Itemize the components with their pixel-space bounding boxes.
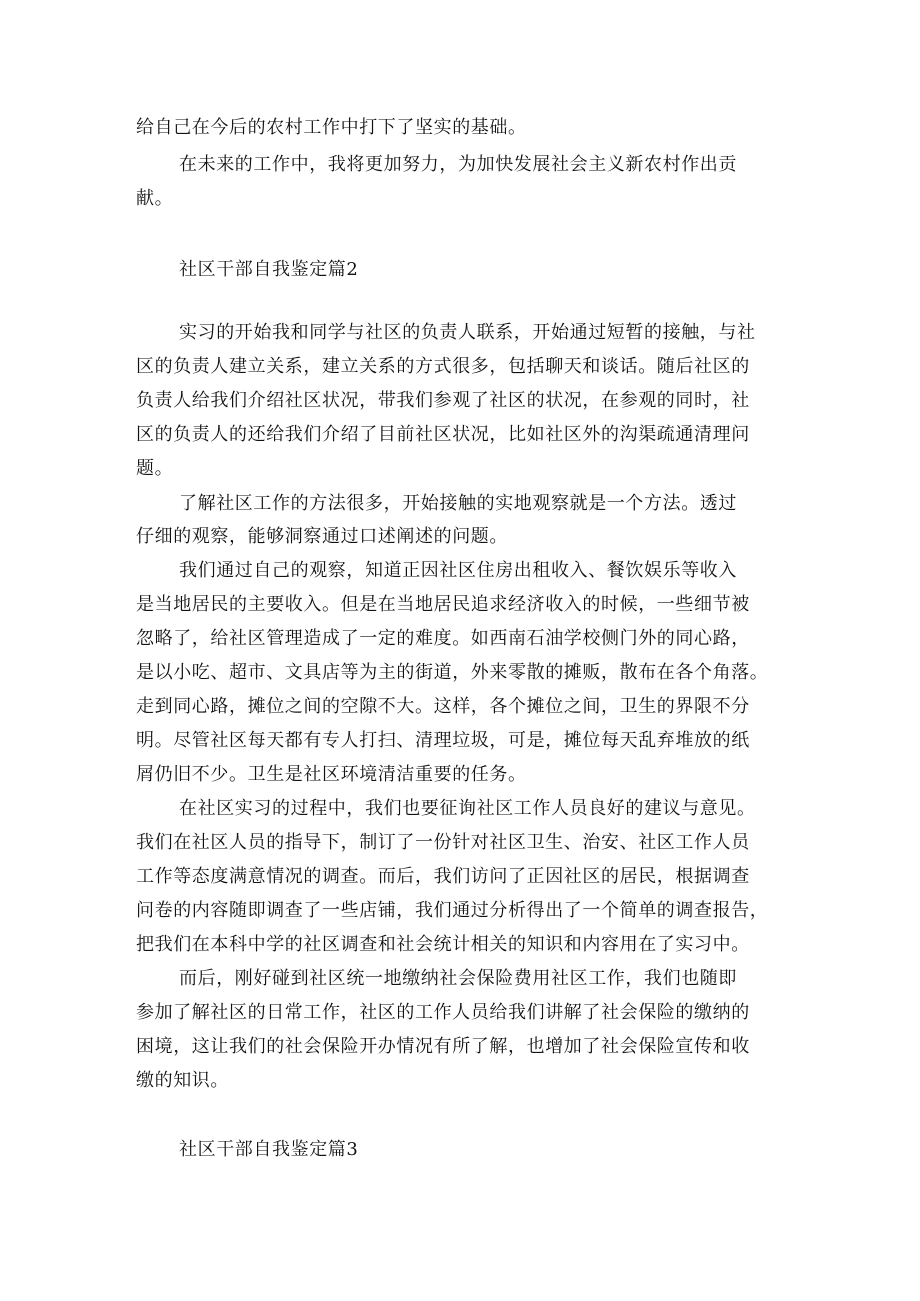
paragraph-line: 工作等态度满意情况的调查。而后，我们访问了正因社区的居民，根据调查 bbox=[136, 866, 750, 887]
paragraph-line: 给自己在今后的农村工作中打下了坚实的基础。 bbox=[136, 117, 527, 138]
paragraph-line: 区的负责人建立关系，建立关系的方式很多，包括聊天和谈话。随后社区的 bbox=[136, 356, 750, 377]
paragraph-line: 参加了解社区的日常工作，社区的工作人员给我们讲解了社会保险的缴纳的 bbox=[136, 1002, 750, 1023]
paragraph-line: 题。 bbox=[136, 458, 174, 479]
paragraph-line: 忽略了，给社区管理造成了一定的难度。如西南石油学校侧门外的同心路， bbox=[136, 628, 750, 649]
paragraph-line: 走到同心路，摊位之间的空隙不大。这样，各个摊位之间，卫生的界限不分 bbox=[136, 696, 750, 717]
section-heading-2: 社区干部自我鉴定篇2 bbox=[179, 259, 359, 280]
paragraph-line: 我们在社区人员的指导下，制订了一份针对社区卫生、治安、社区工作人员 bbox=[136, 832, 750, 853]
paragraph-line: 是以小吃、超市、文具店等为主的街道，外来零散的摊贩，散布在各个角落。 bbox=[136, 662, 769, 683]
paragraph-line: 屑仍旧不少。卫生是社区环境清洁重要的任务。 bbox=[136, 764, 527, 785]
paragraph-line: 区的负责人的还给我们介绍了目前社区状况，比如社区外的沟渠疏通清理问 bbox=[136, 424, 750, 445]
paragraph-line: 问卷的内容随即调查了一些店铺，我们通过分析得出了一个简单的调查报告， bbox=[136, 900, 769, 921]
paragraph-line: 是当地居民的主要收入。但是在当地居民追求经济收入的时候，一些细节被 bbox=[136, 594, 750, 615]
section-heading-3: 社区干部自我鉴定篇3 bbox=[179, 1139, 359, 1160]
paragraph-line: 负责人给我们介绍社区状况，带我们参观了社区的状况，在参观的同时，社 bbox=[136, 390, 750, 411]
paragraph-line: 仔细的观察，能够洞察通过口述阐述的问题。 bbox=[136, 526, 508, 547]
paragraph-line: 实习的开始我和同学与社区的负责人联系，开始通过短暂的接触，与社 bbox=[179, 322, 756, 343]
paragraph-line: 在未来的工作中，我将更加努力，为加快发展社会主义新农村作出贡 bbox=[179, 154, 737, 175]
paragraph-line: 了解社区工作的方法很多，开始接触的实地观察就是一个方法。透过 bbox=[179, 493, 737, 514]
paragraph-line: 缴的知识。 bbox=[136, 1070, 229, 1091]
paragraph-line: 献。 bbox=[136, 188, 174, 209]
paragraph-line: 困境，这让我们的社会保险开办情况有所了解，也增加了社会保险宣传和收 bbox=[136, 1036, 750, 1057]
paragraph-line: 把我们在本科中学的社区调查和社会统计相关的知识和内容用在了实习中。 bbox=[136, 934, 750, 955]
paragraph-line: 明。尽管社区每天都有专人打扫、清理垃圾，可是，摊位每天乱弃堆放的纸 bbox=[136, 730, 750, 751]
paragraph-line: 而后，刚好碰到社区统一地缴纳社会保险费用社区工作，我们也随即 bbox=[179, 968, 737, 989]
paragraph-line: 在社区实习的过程中，我们也要征询社区工作人员良好的建议与意见。 bbox=[179, 798, 756, 819]
paragraph-line: 我们通过自己的观察，知道正因社区住房出租收入、餐饮娱乐等收入 bbox=[179, 560, 737, 581]
